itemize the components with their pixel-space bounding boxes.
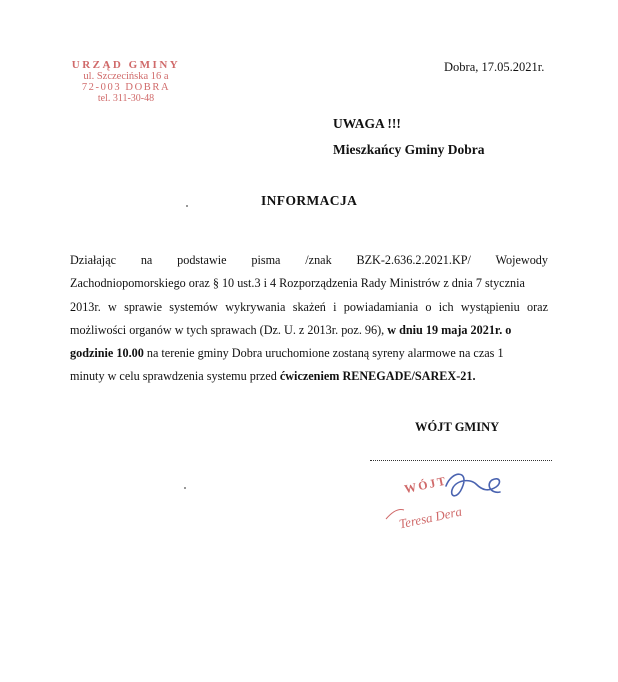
stamp-office-name: URZĄD GMINY <box>71 59 181 71</box>
signatory-title: WÓJT GMINY <box>415 420 500 434</box>
body-line-4-text: możliwości organów w tych sprawach (Dz. U. z 2013r. poz. 96), <box>70 322 388 337</box>
document-title: INFORMACJA <box>261 193 358 208</box>
stamp-postal: 72-003 DOBRA <box>81 82 171 93</box>
event-date: w dniu 19 maja 2021r. o <box>387 322 512 337</box>
warning-heading: UWAGA !!! <box>333 116 401 131</box>
body-line-1: Działając na podstawie pisma /znak BZK-2.636.2.2021.KP/ Wojewody <box>70 253 548 267</box>
handwritten-signature <box>446 474 500 496</box>
exercise-name: ćwiczeniem RENEGADE/SAREX-21. <box>279 369 476 384</box>
body-line-3: 2013r. w sprawie systemów wykrywania skażeń i powiadamiania o ich wystąpieniu oraz <box>70 299 548 314</box>
body-line-5-text: na terenie gminy Dobra uruchomione zostaną syreny alarmowe na czas 1 <box>143 346 504 361</box>
event-time: godzinie 10.00 <box>70 346 144 361</box>
body-line-2: Zachodniopomorskiego oraz § 10 ust.3 i 4 Rozporządzenia Rady Ministrów z dnia 7 stycznia <box>70 276 525 291</box>
body-line-6-text: minuty w celu sprawdzenia systemu przed <box>70 369 280 384</box>
audience-heading: Mieszkańcy Gminy Dobra <box>333 142 485 157</box>
signature-stamp-name: Teresa Dera <box>397 503 464 532</box>
stamp-street: ul. Szczecińska 16 a <box>83 71 169 82</box>
signature-stamp-role: WÓJT <box>403 473 449 497</box>
place-date: Dobra, 17.05.2021r. <box>444 60 545 74</box>
stamp-phone: tel. 311-30-48 <box>97 93 155 104</box>
